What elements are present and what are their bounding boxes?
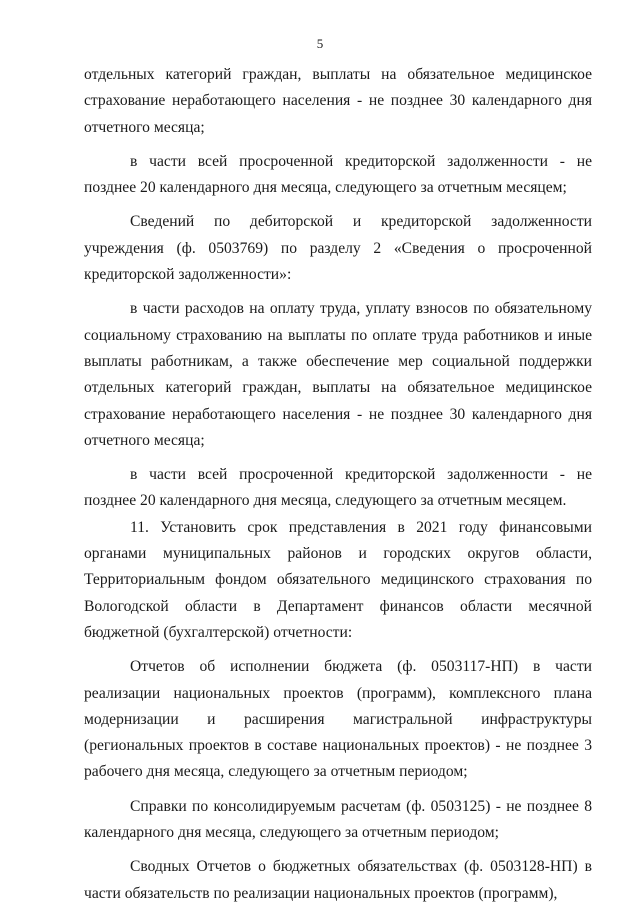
page-number: 5 [316, 36, 324, 51]
paragraph-overdue-payables-2: в части всей просроченной кредиторской задолженности - не позднее 20 календарного дня месяца, следующего за отчетным месяцем. [84, 466, 592, 510]
paragraph-continuation: отдельных категорий граждан, выплаты на обязательное медицинское страхование неработающего населения - не позднее 30 календарного дня отчетного месяца; [84, 66, 592, 136]
paragraph-overdue-payables: в части всей просроченной кредиторской задолженности - не позднее 20 календарного дня месяца, следующего за отчетным месяцем; [84, 152, 592, 197]
paragraph-wage-expenses: в части расходов на оплату труда, уплату взносов по обязательному социальному страхованию на выплаты по оплате труда работников и иные выплаты работникам, а также обеспечение мер социальной поддержки отдельных категорий граждан, выплаты на обязательное медицинское страхование неработающего населения - не позднее 30 календарного дня отчетного месяца; [84, 300, 592, 449]
paragraph-budget-obligations: Сводных Отчетов о бюджетных обязательствах (ф. 0503128-НП) в части обязательств по реализации национальных проектов (программ), [84, 858, 592, 902]
paragraph-receivables-report: Сведений по дебиторской и кредиторской задолженности учреждения (ф. 0503769) по разделу 2 «Сведения о просроченной кредиторской задолженности»: [84, 213, 592, 284]
document-body [84, 62, 592, 907]
paragraph-budget-execution: Отчетов об исполнении бюджета (ф. 0503117-НП) в части реализации национальных проектов (программ), комплексного плана модернизации и расширения магистральной инфраструктуры (региональных проектов в составе национальных проектов) - не позднее 3 рабочего дня месяца, следующего за отчетным периодом; [84, 658, 592, 781]
paragraph-consolidated-settlements: Справки по консолидируемым расчетам (ф. 0503125) - не позднее 8 календарного дня месяца, следующего за отчетным периодом; [84, 797, 592, 842]
paragraph-item-11: 11. Установить срок представления в 2021 году финансовыми органами муниципальных районов и городских округов области, Территориальным фондом обязательного медицинского страхования по Вологодской области в Департамент финансов области месячной бюджетной (бухгалтерской) отчетности: [84, 518, 592, 641]
